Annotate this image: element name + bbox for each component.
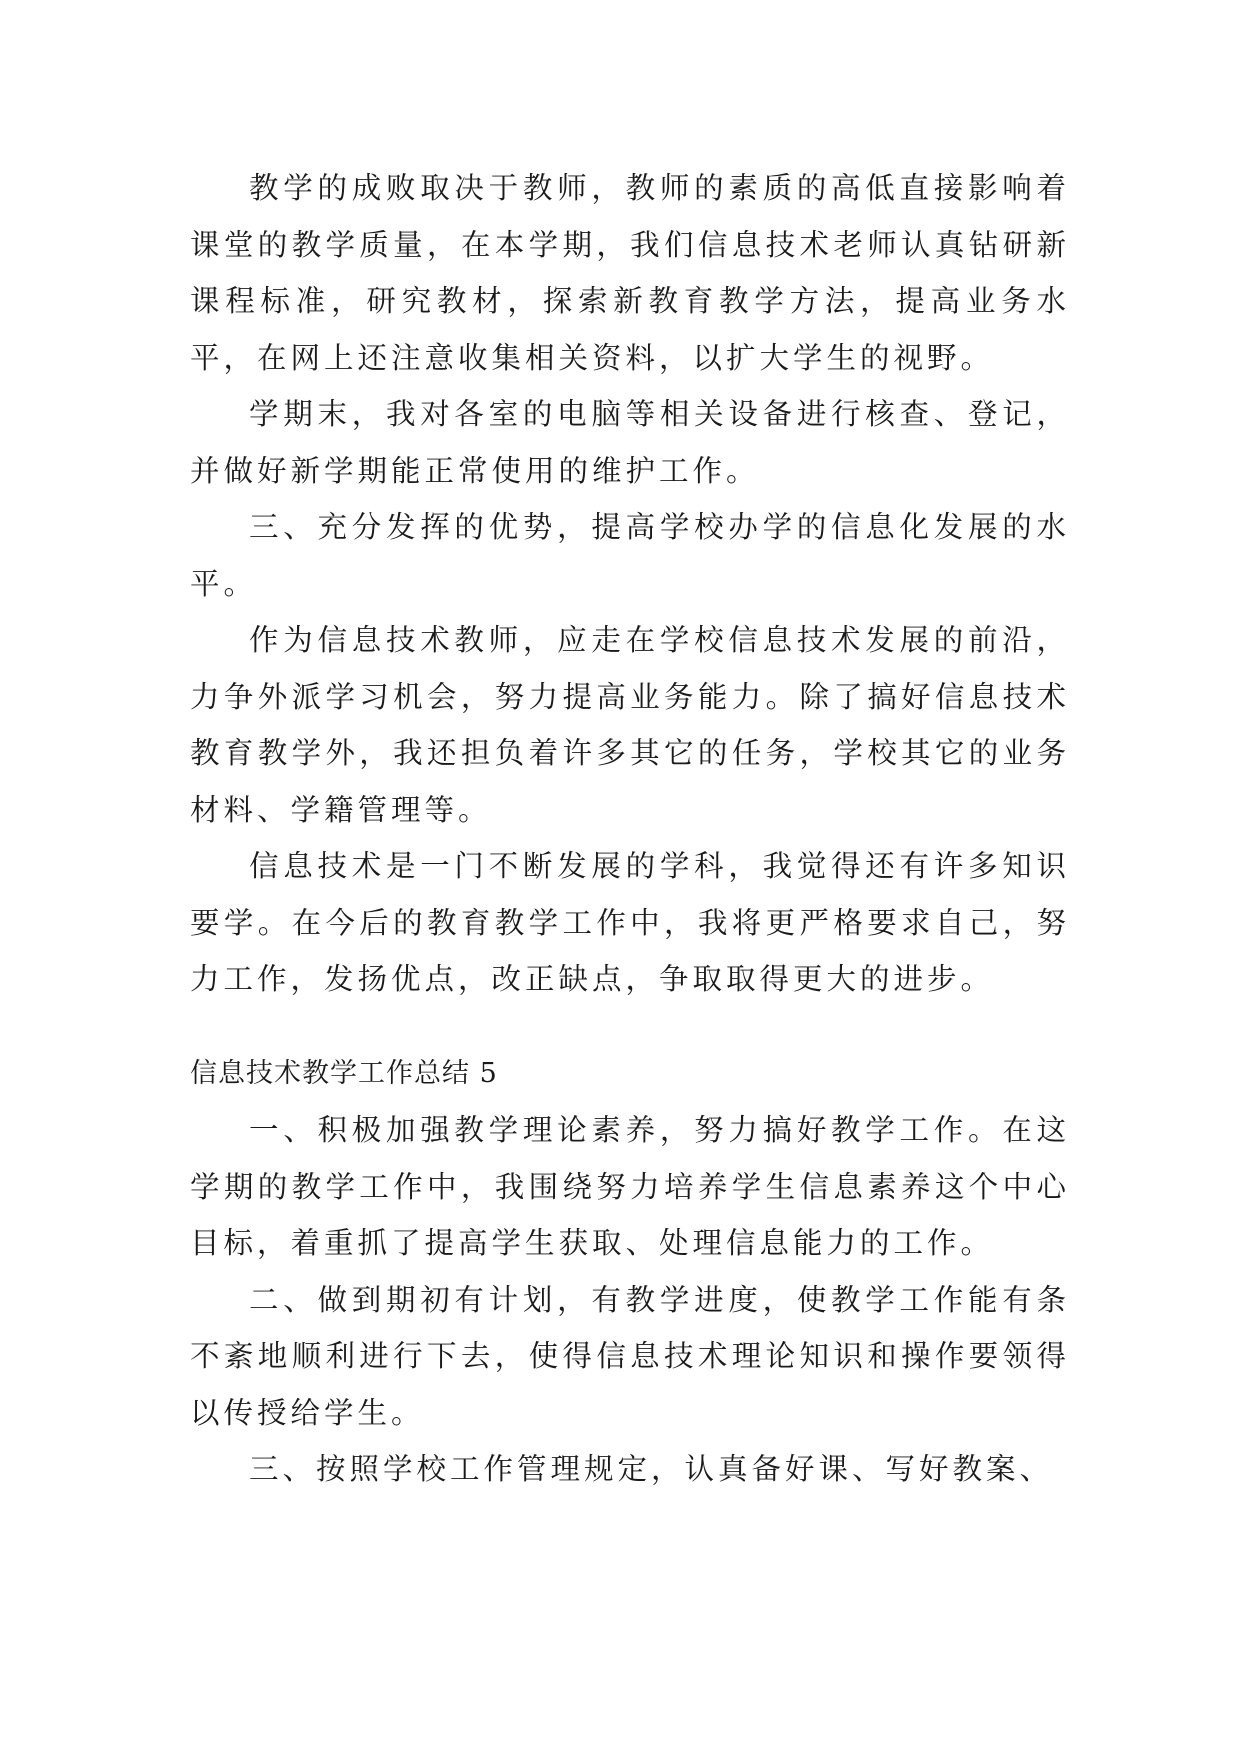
section-heading: 信息技术教学工作总结 5 bbox=[190, 1057, 498, 1089]
paragraph-teaching-quality: 教学的成败取决于教师，教师的素质的高低直接影响着课堂的教学质量，在本学期，我们信息技术老师认真钻研新课程标准，研究教材，探索新教育教学方法，提高业务水平，在网上还注意收集相关资料，以扩大学生的视野。 bbox=[190, 171, 1070, 375]
document-body bbox=[190, 160, 1070, 1498]
paragraph-semester-plan: 二、做到期初有计划，有教学进度，使教学工作能有条不紊地顺利进行下去，使得信息技术理论知识和操作要领得以传授给学生。 bbox=[190, 1282, 1070, 1430]
paragraph-teaching-theory: 一、积极加强教学理论素养，努力搞好教学工作。在这学期的教学工作中，我围绕努力培养学生信息素养这个中心目标，着重抓了提高学生获取、处理信息能力的工作。 bbox=[190, 1113, 1070, 1260]
paragraph-continuous-learning: 信息技术是一门不断发展的学科，我觉得还有许多知识要学。在今后的教育教学工作中，我将更严格要求自己，努力工作，发扬优点，改正缺点，争取取得更大的进步。 bbox=[190, 849, 1070, 996]
paragraph-lesson-prep: 三、按照学校工作管理规定，认真备好课、写好教案、 bbox=[249, 1452, 1054, 1486]
paragraph-equipment-check: 学期末，我对各室的电脑等相关设备进行核查、登记，并做好新学期能正常使用的维护工作。 bbox=[190, 397, 1070, 488]
paragraph-it-teacher-role: 作为信息技术教师，应走在学校信息技术发展的前沿，力争外派学习机会，努力提高业务能力。除了搞好信息技术教育教学外，我还担负着许多其它的任务，学校其它的业务材料、学籍管理等。 bbox=[190, 623, 1070, 827]
paragraph-section-three: 三、充分发挥的优势，提高学校办学的信息化发展的水平。 bbox=[190, 510, 1070, 601]
